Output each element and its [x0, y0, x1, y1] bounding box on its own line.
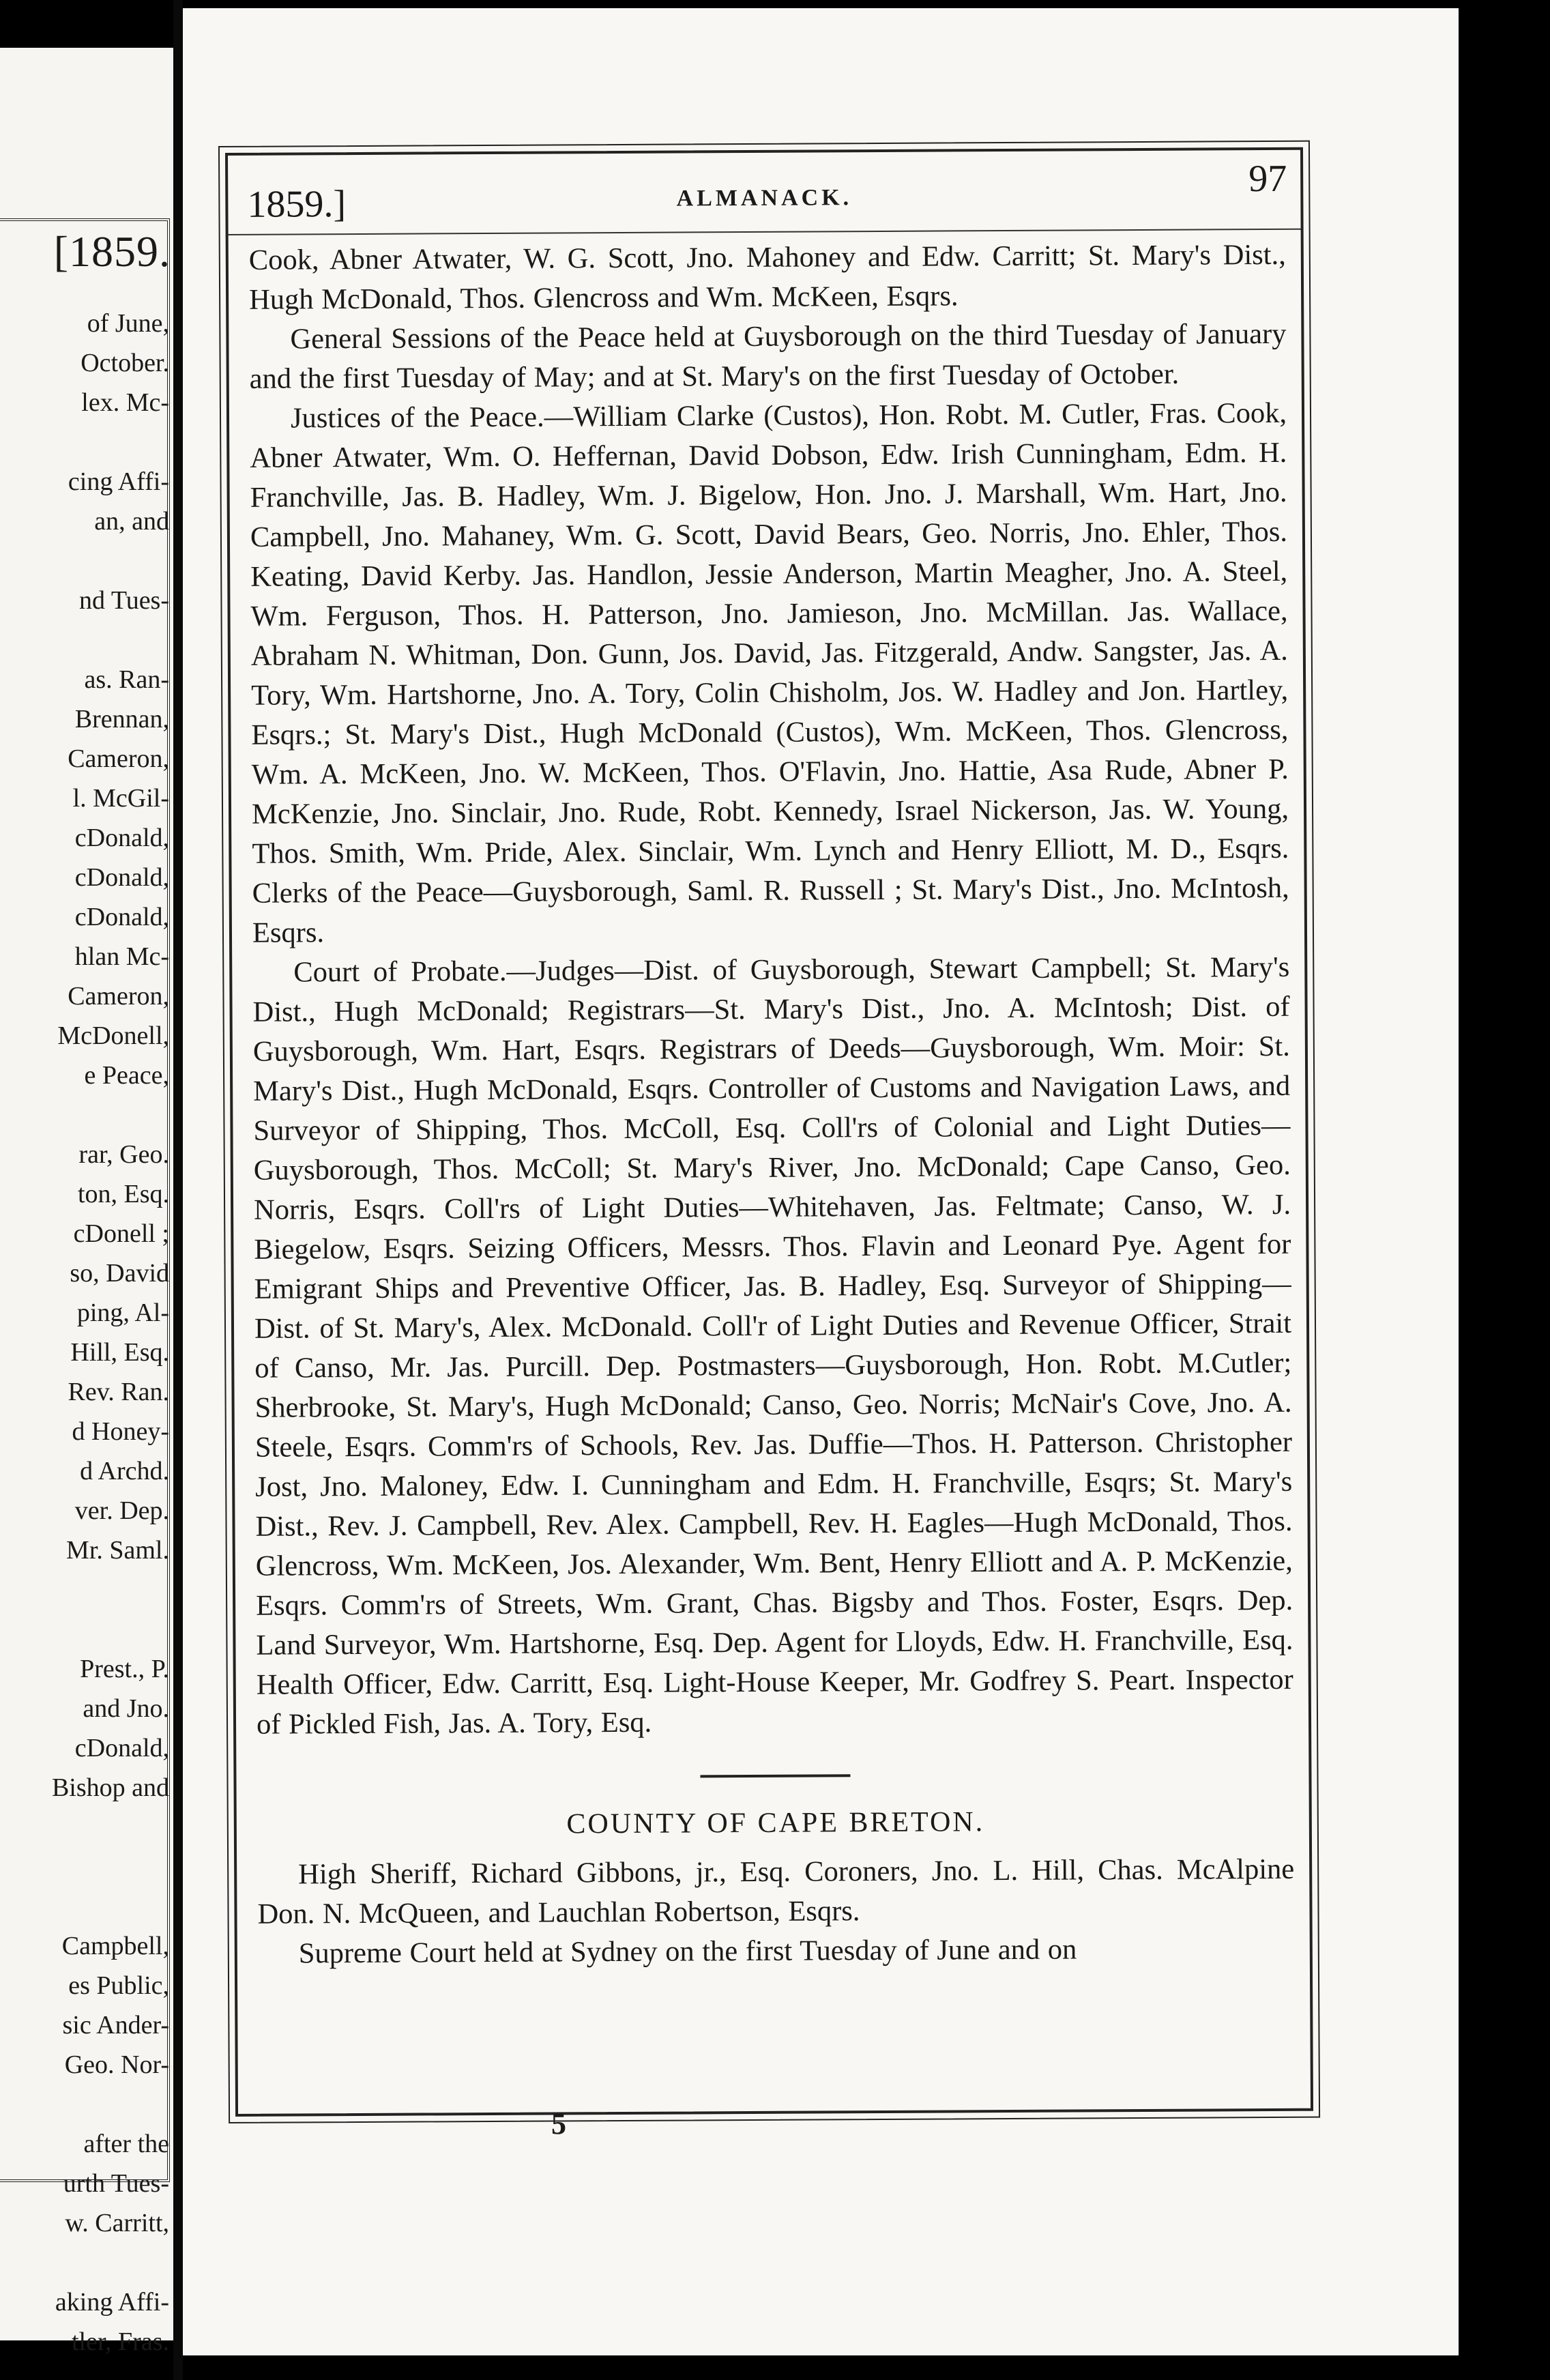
previous-page-line: tler, Fras.	[71, 2327, 169, 2356]
previous-page-line: lex. Mc-	[81, 388, 169, 417]
previous-page-line: Hill, Esq.	[70, 1338, 169, 1367]
previous-page-line: so, David	[70, 1259, 169, 1288]
previous-page-line	[52, 2085, 169, 2124]
previous-page-line: d Honey-	[72, 1417, 169, 1446]
previous-page-line: ping, Al-	[76, 1298, 169, 1327]
previous-page-line: and Jno.	[83, 1694, 169, 1723]
previous-page-lines	[52, 304, 169, 2362]
previous-page-line: of June,	[87, 309, 169, 338]
previous-page-line: rar, Geo.	[78, 1140, 169, 1169]
paragraph-sheriff: High Sheriff, Richard Gibbons, jr., Esq. Coroners, Jno. L. Hill, Chas. McAlpine Don. N. McQueen, and Lauchlan Robertson, Esqrs.	[257, 1853, 1295, 1930]
previous-page-line	[52, 541, 169, 581]
previous-page-line	[52, 1847, 169, 1887]
page-number: 97	[1248, 157, 1287, 201]
previous-page-line: cDonald,	[74, 863, 169, 892]
previous-page-line: Mr. Saml.	[66, 1536, 169, 1565]
previous-page-line: Bishop and	[51, 1773, 169, 1802]
previous-page-line	[52, 1808, 169, 1847]
page-frame	[225, 147, 1313, 2117]
previous-page-line: after the	[83, 2130, 169, 2158]
previous-page-line: ver. Dep.	[74, 1496, 169, 1525]
previous-page-line: Geo. Nor-	[64, 2050, 169, 2079]
previous-page-line: cDonald,	[74, 1734, 169, 1762]
previous-page-line: e Peace,	[84, 1061, 169, 1090]
previous-page-line	[52, 1610, 169, 1649]
previous-page-line: Brennan,	[74, 705, 169, 734]
previous-page-line: Prest., P.	[80, 1655, 169, 1683]
paragraph-sessions: General Sessions of the Peace held at Guysborough on the third Tuesday of January and the first Tuesday of May; and at St. Mary's on the first Tuesday of October.	[249, 317, 1287, 395]
previous-page-line: sic Ander-	[62, 2011, 169, 2040]
previous-page-line: an, and	[94, 507, 169, 536]
header-year: 1859.]	[247, 183, 347, 226]
previous-page-line: es Public,	[68, 1971, 169, 2000]
previous-page-line: Cameron,	[68, 982, 169, 1011]
previous-page-line: cDonell ;	[73, 1219, 169, 1248]
paragraph-court-of-probate: Court of Probate.—Judges—Dist. of Guysborough, Stewart Campbell; St. Mary's Dist., Hugh McDonald; Registrars—St. Mary's Dist., Jno. A. McIntosh; Dist. of Guysborough, Wm. Hart, Esqrs. Registrars of Deeds—Guysborough, Wm. Moir: St. Mary's Dist., Hugh McDonald, Esqrs. Controller of Customs and Navigation Laws, and Surveyor of Shipping, Thos. McColl, Esq. Coll'rs of Colonial and Light Duties—Guysborough, Thos. McColl; St. Mary's River, Jno. McDonald; Cape Canso, Geo. Norris, Esqrs. Coll'rs of Light Duties—Whitehaven, Jas. Feltmate; Canso, W. J. Biegelow, Esqrs. Seizing Officers, Messrs. Thos. Flavin and Leonard Pye. Agent for Emigrant Ships and Preventive Officer, Jas. B. Hadley, Esq. Surveyor of Shipping—Dist. of St. Mary's, Alex. McDonald. Coll'r of Light Duties and Revenue Officer, Strait of Canso, Mr. Jas. Purcill. Dep. Postmasters—Guysborough, Hon. Robt. M.Cutler; Sherbrooke, St. Mary's, Hugh McDonald; Canso, Geo. Norris; McNair's Cove, Jno. A. Steele, Esqrs. Comm'rs of Schools, Rev. Jas. Duffie—Thos. H. Patterson. Christopher Jost, Jno. Maloney, Edw. I. Cunningham and Edm. H. Franchville, Esqrs; St. Mary's Dist., Rev. J. Campbell, Rev. Alex. Campbell, Rev. H. Eagles—Hugh McDonald, Thos. Glencross, Wm. McKeen, Jos. Alexander, Wm. Bent, Henry Elliott and A. P. McKenzie, Esqrs. Comm'rs of Streets, Wm. Grant, Chas. Bigsby and Thos. Foster, Esqrs. Dep. Land Surveyor, Wm. Hartshorne, Esq. Dep. Agent for Lloyds, Edw. H. Franchville, Esq. Health Officer, Edw. Carritt, Esq. Light-House Keeper, Mr. Godfrey S. Peart. Inspector of Pickled Fish, Jas. A. Tory, Esq.	[252, 950, 1293, 1741]
section-heading: COUNTY OF CAPE BRETON.	[566, 1806, 985, 1840]
signature-mark: 5	[551, 2107, 566, 2140]
previous-page-line	[52, 620, 169, 660]
body-text	[249, 235, 1295, 1974]
previous-page-line	[52, 2243, 169, 2282]
previous-page-line: l. McGil-	[72, 784, 169, 813]
previous-page-line: October.	[81, 349, 169, 377]
previous-page-line	[52, 1095, 169, 1135]
previous-page-line: as. Ran-	[84, 665, 169, 694]
previous-page-line: nd Tues-	[79, 586, 169, 615]
previous-page-line: ton, Esq.	[77, 1180, 169, 1208]
previous-page-line: Campbell,	[61, 1932, 169, 1960]
paragraph-justices: Justices of the Peace.—William Clarke (Custos), Hon. Robt. M. Cutler, Fras. Cook, Abner Atwater, Wm. O. Heffernan, David Dobson, Edw. Irish Cunningham, Edm. H. Franchville, Jas. B. Hadley, Wm. J. Bigelow, Hon. Jno. J. Marshall, Wm. Hart, Jno. Campbell, Jno. Mahaney, Wm. G. Scott, David Bears, Geo. Norris, Jno. Ehler, Thos. Keating, David Kerby. Jas. Handlon, Jessie Anderson, Martin Meagher, Jno. A. Steel, Wm. Ferguson, Thos. H. Patterson, Jno. Jamieson, Jno. McMillan. Jas. Wallace, Abraham N. Whitman, Don. Gunn, Jos. David, Jas. Fitzgerald, Andw. Sangster, Jas. A. Tory, Wm. Hartshorne, Jno. A. Tory, Colin Chisholm, Jos. W. Hadley and Jon. Hartley, Esqrs.; St. Mary's Dist., Hugh McDonald (Custos), Wm. McKeen, Thos. Glencross, Wm. A. McKeen, Jno. W. McKeen, Thos. O'Flavin, Jno. Hattie, Asa Rude, Abner P. McKenzie, Jno. Sinclair, Jno. Rude, Robt. Kennedy, Israel Nickerson, Jas. W. Young, Thos. Smith, Wm. Pride, Alex. Sinclair, Wm. Lynch and Henry Elliott, M. D., Esqrs. Clerks of the Peace—Guysborough, Saml. R. Russell ; St. Mary's Dist., Jno. McIntosh, Esqrs.	[250, 396, 1289, 949]
previous-page-line: Rev. Ran.	[68, 1378, 169, 1406]
previous-page-line: cing Affi-	[68, 467, 169, 496]
previous-page-line: urth Tues-	[63, 2169, 169, 2198]
almanack-page	[183, 8, 1459, 2355]
previous-page	[0, 48, 179, 2356]
book-gutter	[173, 0, 183, 2380]
header-title: ALMANACK.	[676, 185, 853, 212]
paragraph-supreme-court: Supreme Court held at Sydney on the first Tuesday of June and on	[298, 1933, 1077, 1970]
previous-page-line: cDonald,	[74, 903, 169, 931]
previous-page-line: cDonald,	[74, 824, 169, 852]
previous-page-line: McDonell,	[57, 1021, 169, 1050]
previous-page-line	[52, 1570, 169, 1610]
previous-page-line: aking Affi-	[55, 2288, 169, 2317]
previous-page-year: [1859.	[53, 227, 171, 276]
previous-page-line: hlan Mc-	[74, 942, 169, 971]
running-header	[228, 150, 1301, 235]
paragraph-1: Cook, Abner Atwater, W. G. Scott, Jno. Mahoney and Edw. Carritt; St. Mary's Dist., Hugh McDonald, Thos. Glencross and Wm. McKeen, Esqrs.	[248, 238, 1286, 316]
section-divider	[700, 1774, 850, 1777]
previous-page-line: d Archd.	[80, 1457, 169, 1485]
previous-page-line	[52, 422, 169, 462]
previous-page-line: Cameron,	[68, 744, 169, 773]
previous-page-line	[52, 1887, 169, 1926]
previous-page-line: w. Carritt,	[65, 2209, 169, 2237]
